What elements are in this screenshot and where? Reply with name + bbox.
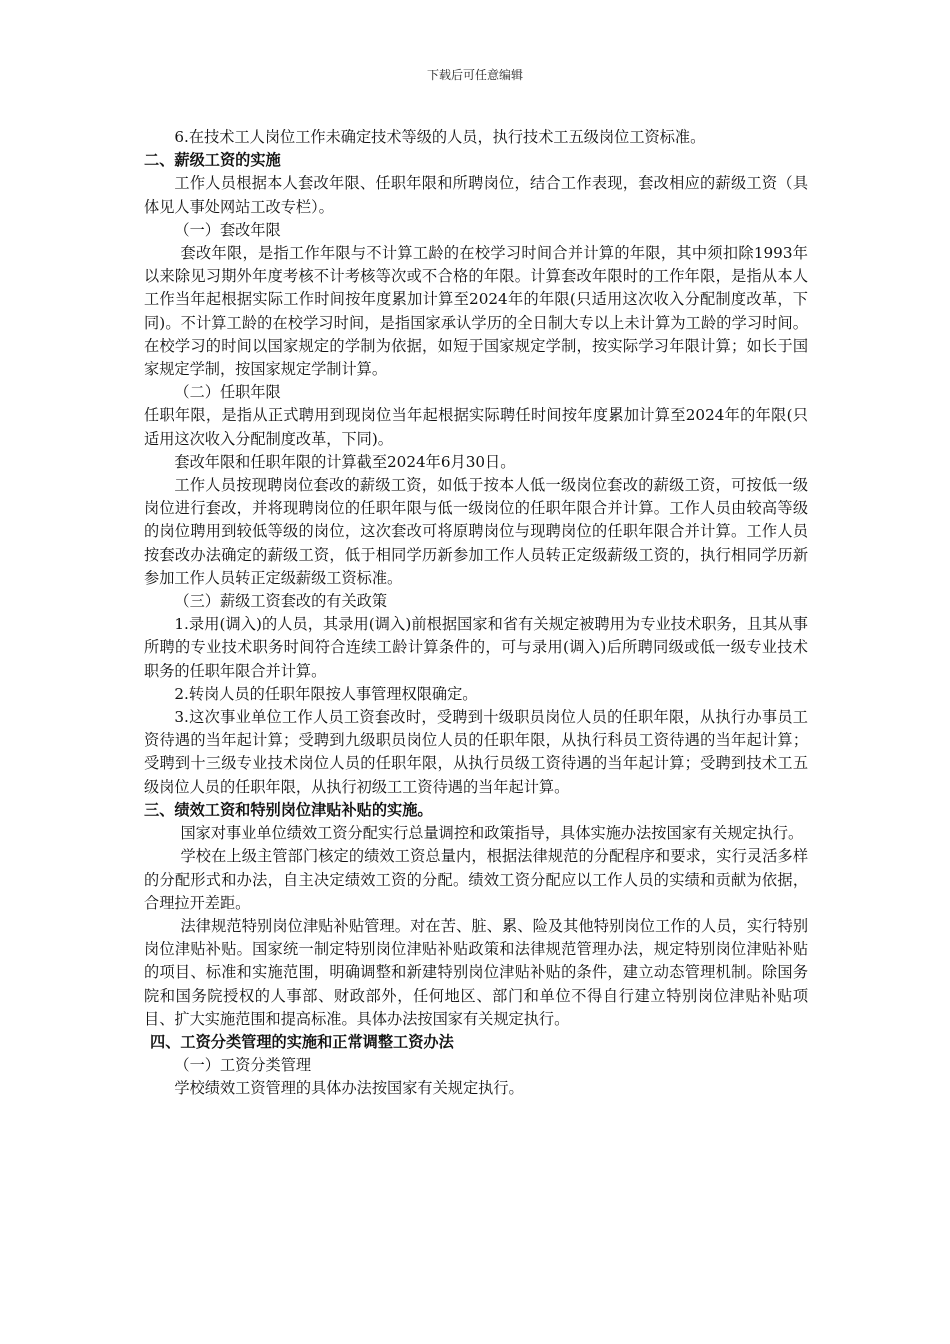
paragraph: 任职年限，是指从正式聘用到现岗位当年起根据实际聘任时间按年度累加计算至2024年的年限(只适用这次收入分配制度改革，下同)。 bbox=[144, 406, 808, 448]
paragraph: 工作人员根据本人套改年限、任职年限和所聘岗位，结合工作表现，套改相应的薪级工资（具体见人事处网站工改专栏）。 bbox=[144, 174, 808, 216]
paragraph: 套改年限，是指工作年限与不计算工龄的在校学习时间合并计算的年限，其中须扣除1993年以来除见习期外年度考核不计考核等次或不合格的年限。计算套改年限时的工作年限，是指从本人工作当年起根据实际工作时间按年度累加计算至2024年的年限(只适用这次收入分配制度改革，下同)。不计算工龄的在校学习时间，是指国家承认学历的全日制大专以上未计算为工龄的学习时间。在校学习的时间以国家规定的学制为依据，如短于国家规定学制，按实际学习年限计算；如长于国家规定学制，按国家规定学制计算。 bbox=[144, 244, 808, 379]
subsection-heading: （一）套改年限 bbox=[174, 220, 281, 239]
section-heading: 二、薪级工资的实施 bbox=[144, 151, 281, 170]
section-heading: 四、工资分类管理的实施和正常调整工资办法 bbox=[150, 1032, 454, 1051]
list-item: 3.这次事业单位工作人员工资套改时，受聘到十级职员岗位人员的任职年限，从执行办事员工资待遇的当年起计算；受聘到九级职员岗位人员的任职年限，从执行科员工资待遇的当年起计算；受聘到十三级专业技术岗位人员的任职年限，从执行员级工资待遇的当年起计算；受聘到技术工五级岗位人员的任职年限，从执行初级工工资待遇的当年起计算。 bbox=[144, 708, 808, 796]
paragraph: 国家对事业单位绩效工资分配实行总量调控和政策指导，具体实施办法按国家有关规定执行。 bbox=[180, 824, 804, 843]
subsection-heading: （一）工资分类管理 bbox=[174, 1056, 312, 1075]
paragraph: 工作人员按现聘岗位套改的薪级工资，如低于按本人低一级岗位套改的薪级工资，可按低一级岗位进行套改，并将现聘岗位的任职年限与低一级岗位的任职年限合并计算。工作人员由较高等级的岗位聘用到较低等级的岗位，这次套改可将原聘岗位与现聘岗位的任职年限合并计算。工作人员按套改办法确定的薪级工资，低于相同学历新参加工作人员转正定级薪级工资的，执行相同学历新参加工作人员转正定级薪级工资标准。 bbox=[144, 476, 808, 587]
page-header: 下载后可任意编辑 bbox=[426, 68, 523, 82]
subsection-heading: （二）任职年限 bbox=[174, 383, 281, 402]
document-body bbox=[144, 126, 808, 1101]
paragraph: 法律规范特别岗位津贴补贴管理。对在苦、脏、累、险及其他特别岗位工作的人员，实行特别岗位津贴补贴。国家统一制定特别岗位津贴补贴政策和法律规范管理办法，规定特别岗位津贴补贴的项目、标准和实施范围，明确调整和新建特别岗位津贴补贴的条件，建立动态管理机制。除国务院和国务院授权的人事部、财政部外，任何地区、部门和单位不得自行建立特别岗位津贴补贴项目、扩大实施范围和提高标准。具体办法按国家有关规定执行。 bbox=[144, 916, 808, 1028]
list-item: 2.转岗人员的任职年限按人事管理权限确定。 bbox=[174, 684, 478, 703]
list-item: 1.录用(调入)的人员，其录用(调入)前根据国家和省有关规定被聘用为专业技术职务，且其从事所聘的专业技术职务时间符合连续工龄计算条件的，可与录用(调入)后所聘同级或低一级专业技术职务的任职年限合并计算。 bbox=[144, 615, 808, 680]
paragraph: 学校在上级主管部门核定的绩效工资总量内，根据法律规范的分配程序和要求，实行灵活多样的分配形式和办法，自主决定绩效工资的分配。绩效工资分配应以工作人员的实绩和贡献为依据，合理拉开差距。 bbox=[144, 847, 808, 912]
paragraph: 学校绩效工资管理的具体办法按国家有关规定执行。 bbox=[174, 1079, 524, 1098]
subsection-heading: （三）薪级工资套改的有关政策 bbox=[174, 592, 388, 611]
paragraph: 6.在技术工人岗位工作未确定技术等级的人员，执行技术工五级岗位工资标准。 bbox=[174, 128, 706, 146]
paragraph: 套改年限和任职年限的计算截至2024年6月30日。 bbox=[174, 452, 516, 471]
section-heading: 三、绩效工资和特别岗位津贴补贴的实施。 bbox=[144, 800, 433, 819]
